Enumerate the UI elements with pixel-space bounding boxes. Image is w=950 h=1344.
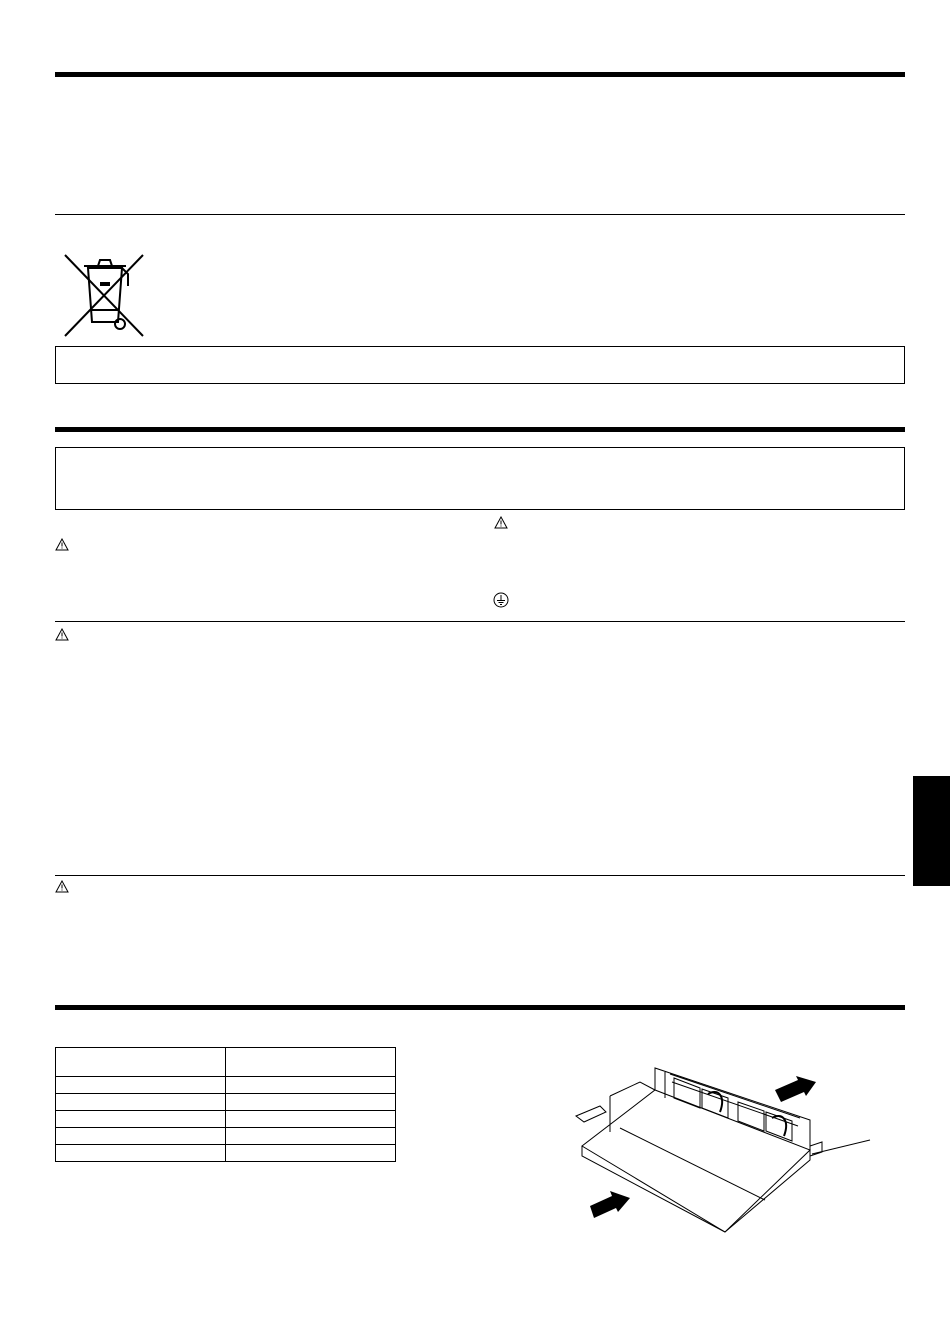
table-row [56, 1145, 396, 1162]
section-rule-bottom [55, 1005, 905, 1010]
indoor-unit-illustration [570, 1060, 880, 1238]
crossed-out-wheeled-bin-icon [60, 250, 148, 340]
table-row [56, 1048, 396, 1077]
table-row [56, 1094, 396, 1111]
warning-icon [55, 538, 69, 551]
section-divider-1 [55, 214, 905, 215]
warning-icon [55, 628, 69, 641]
section-divider-3 [55, 875, 905, 876]
section-rule-top [55, 72, 905, 77]
section-rule-safety [55, 427, 905, 432]
warning-icon [55, 880, 69, 893]
chapter-tab [913, 776, 950, 886]
spec-table [55, 1047, 396, 1162]
section-divider-2 [55, 621, 905, 622]
table-row [56, 1077, 396, 1094]
notice-box-1 [55, 346, 905, 384]
notice-box-2 [55, 447, 905, 510]
table-row [56, 1128, 396, 1145]
ground-icon [493, 592, 509, 608]
table-row [56, 1111, 396, 1128]
warning-icon [494, 516, 508, 529]
